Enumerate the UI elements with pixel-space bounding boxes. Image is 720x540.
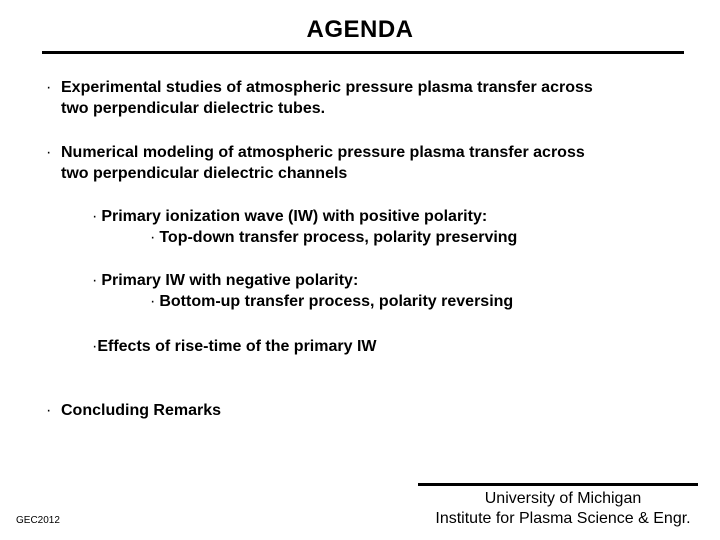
sub-item-rise-time [92,336,377,357]
agenda-item-numerical [46,142,585,184]
bullet-text: Concluding Remarks [61,402,222,419]
institution-line2: Institute for Plasma Science & Engr. [435,510,691,527]
bullet-marker: · [46,144,52,161]
sub-bullet-marker: · [92,272,98,289]
bullet-marker: · [46,79,52,96]
title-underline [42,51,684,54]
bullet-text-line2: two perpendicular dielectric channels [61,165,348,182]
sub-bullet-marker: · [92,208,98,225]
sub-detail-text: Top-down transfer process, polarity preserving [159,229,518,246]
sub-item-positive-polarity [92,206,487,227]
bullet-text-line1: Experimental studies of atmospheric pressure plasma transfer across [61,79,593,96]
sub-bullet-marker: · [92,338,98,355]
sub-detail-marker: · [150,293,156,310]
bullet-marker: · [46,402,52,419]
sub-detail-marker: · [150,229,156,246]
bullet-text-line2: two perpendicular dielectric tubes. [61,100,326,117]
sub-detail-bottom-up [150,291,513,312]
sub-detail-top-down [150,227,517,248]
agenda-item-concluding [46,400,221,421]
institution-block [418,489,708,529]
agenda-item-experimental [46,77,593,119]
institution-line1: University of Michigan [484,490,642,507]
conference-label: GEC2012 [16,515,60,526]
bullet-text-line1: Numerical modeling of atmospheric pressure plasma transfer across [61,144,585,161]
sub-bullet-label: Primary ionization wave (IW) with positive polarity: [101,208,488,225]
sub-item-negative-polarity [92,270,358,291]
footer-rule [418,483,698,486]
slide-title: AGENDA [306,16,414,43]
sub-detail-text: Bottom-up transfer process, polarity reversing [159,293,514,310]
sub-bullet-label: Primary IW with negative polarity: [101,272,359,289]
sub-bullet-label: Effects of rise-time of the primary IW [97,338,377,355]
